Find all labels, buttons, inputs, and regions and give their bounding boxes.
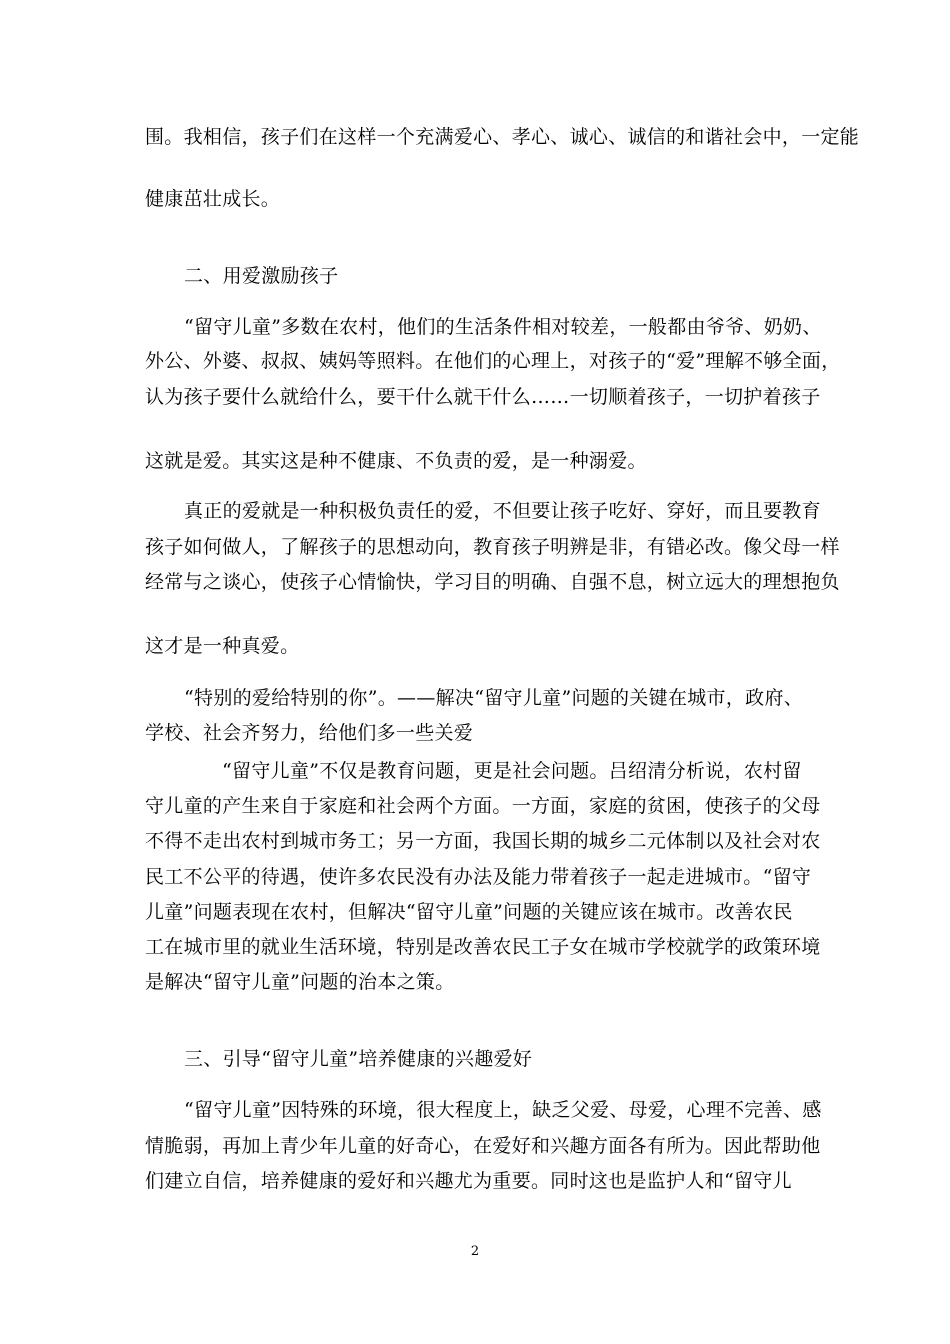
paragraph-line: 这才是一种真爱。 [145,635,300,657]
paragraph-line: 认为孩子要什么就给什么，要干什么就干什么……一切顺着孩子，一切护着孩子 [145,386,821,408]
paragraph-line: 围。我相信，孩子们在这样一个充满爱心、孝心、诚心、诚信的和谐社会中，一定能 [145,126,860,148]
paragraph-line: “特别的爱给特别的你”。——解决“留守儿童”问题的关键在城市，政府、 [184,687,804,709]
paragraph-line: 学校、社会齐努力，给他们多一些关爱 [145,722,474,744]
paragraph-line: 情脆弱，再加上青少年儿童的好奇心，在爱好和兴趣方面各有所为。因此帮助他 [145,1135,821,1157]
paragraph-line: 是解决“留守儿童”问题的治本之策。 [145,971,455,993]
paragraph-line: 孩子如何做人，了解孩子的思想动向，教育孩子明辨是非，有错必改。像父母一样 [145,536,840,558]
section-heading: 二、用爱激励孩子 [184,265,339,287]
paragraph-line: 守儿童的产生来自于家庭和社会两个方面。一方面，家庭的贫困，使孩子的父母 [145,795,821,817]
paragraph-line: 经常与之谈心，使孩子心情愉快，学习目的明确、自强不息，树立远大的理想抱负 [145,571,840,593]
page-number: 2 [470,1244,480,1259]
paragraph-line: 们建立自信，培养健康的爱好和兴趣尤为重要。同时这也是监护人和“留守儿 [145,1170,792,1192]
paragraph-line: “留守儿童”多数在农村，他们的生活条件相对较差，一般都由爷爷、奶奶、 [184,316,822,338]
section-heading: 三、引导“留守儿童”培养健康的兴趣爱好 [184,1048,533,1070]
paragraph-line: “留守儿童”因特殊的环境，很大程度上，缺乏父爱、母爱，心理不完善、感 [184,1099,822,1121]
paragraph-line: 工在城市里的就业生活环境，特别是改善农民工子女在城市学校就学的政策环境 [145,936,821,958]
paragraph-line: 儿童”问题表现在农村，但解决“留守儿童”问题的关键应该在城市。改善农民 [145,901,793,923]
paragraph-line: 不得不走出农村到城市务工；另一方面，我国长期的城乡二元体制以及社会对农 [145,830,821,852]
paragraph-line: 民工不公平的待遇，使许多农民没有办法及能力带着孩子一起走进城市。“留守 [145,866,812,888]
paragraph-line: “留守儿童”不仅是教育问题，更是社会问题。吕绍清分析说，农村留 [222,760,802,782]
paragraph-line: 外公、外婆、叔叔、姨妈等照料。在他们的心理上，对孩子的“爱”理解不够全面， [145,350,841,372]
paragraph-line: 这就是爱。其实这是种不健康、不负责的爱，是一种溺爱。 [145,450,647,472]
paragraph-line: 健康茁壮成长。 [145,188,281,210]
paragraph-line: 真正的爱就是一种积极负责任的爱，不但要让孩子吃好、穿好，而且要教育 [184,500,821,522]
